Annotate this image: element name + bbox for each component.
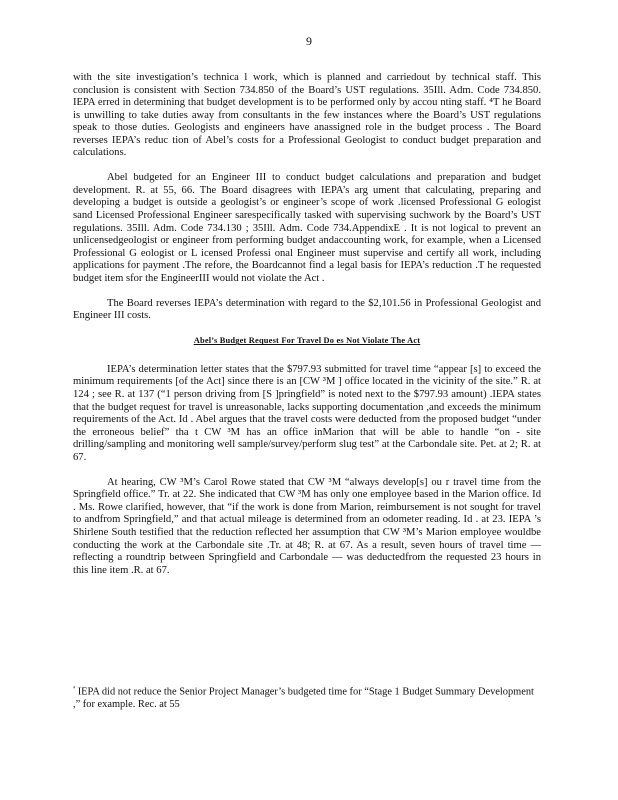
paragraph-travel-time: IEPA’s determination letter states that the $797.93 submitted for travel time “appear [s] to exceed the minimum requirements [of the Act] since there is an [CW ³M ] office located in the vicinity of the site.” R. at 124 ; see R. at 137 (“1 person driving from [S ]pringfield” is noted next to the $797.93 amount) .IEPA states that the budget request for travel is unreasonable, lacks supporting documentation ,and exceeds the minimum requirements of the Act. Id . Abel argues that the travel costs were deducted from the proposed budget “under the erroneous belief” tha t CW ³M has an office inMarion that will be able to handle “on - site drilling/sampling and monitoring well sample/survey/perform slug test” at the Carbondale site. Pet. at 2; R. at 67. [73, 363, 541, 463]
paragraph-engineer-budget: Abel budgeted for an Engineer III to conduct budget calculations and preparation and budget development. R. at 55, 66. The Board disagrees with IEPA’s arg ument that calculating, preparing and developing a budget is outside a geologist’s or engineer’s scope of work .licensed Professional G eologist sand Licensed Professional Engineer sarespecifically tasked with supervising suchwork by the Board’s UST regulations. 35Ill. Adm. Code 734.130 ; 35Ill. Adm. Code 734.AppendixE . It is not logical to prevent an unlicensedgeologist or engineer from performing budget andaccounting work, for example, when a Licensed Professional G eologist or L icensed Professi onal Engineer must supervise and certify all work, including applications for payment .The refore, the Boardcannot find a legal basis for IEPA’s reduction .T he requested budget item sfor the EngineerIII would not violate the Act . [73, 172, 541, 284]
page-number: 9 [306, 34, 312, 48]
paragraph-continuation: with the site investigation’s technica l work, which is planned and carriedout by technical staff. This conclusion is consistent with Section 734.850 of the Board’s UST regulations. 35Ill. Adm. Code 734.850. IEPA erred in determining that budget development is to be performed only by accou nting staff. ⁴T he Board is unwilling to take duties away from consultants in the few instances where the Board’s UST regulations speak to those duties. Geologists and engineers have anassigned role in the budget process . The Board reverses IEPA’s reduc tion of Abel’s costs for a Professional Geologist to conduct budget preparation and calculations. [73, 72, 541, 159]
footnote-mark: ⁴ [73, 686, 76, 692]
footnote-text: IEPA did not reduce the Senior Project Manager’s budgeted time for “Stage 1 Budget Summary Development ,” for example. Rec. at 55 [73, 686, 534, 711]
section-heading: Abel’s Budget Request For Travel Do es Not Violate The Act [193, 336, 421, 346]
paragraph-hearing: At hearing, CW ³M’s Carol Rowe stated that CW ³M “always develop[s] ou r travel time from the Springfield office.” Tr. at 22. She indicated that CW ³M has only one employee based in the Marion office. Id . Ms. Rowe clarified, however, that “if the work is done from Marion, reimbursement is not sought for travel to andfrom Springfield,” and that actual mileage is determined from an odometer reading. Id . at 23. IEPA ’s Shirlene South testified that the reduction reflected her assumption that CW ³M’s Marion employee wouldbe conducting the work at the Carbondale site .Tr. at 48; R. at 67. As a result, seven hours of travel time — reflecting a roundtrip between Springfield and Carbondale — was deductedfrom the requested 23 hours in this line item .R. at 67. [73, 476, 541, 576]
footnote [73, 683, 541, 711]
paragraph-board-reverses: The Board reverses IEPA’s determination with regard to the $2,101.56 in Professional Geologist and Engineer III costs. [73, 297, 541, 322]
document-body [73, 72, 541, 590]
